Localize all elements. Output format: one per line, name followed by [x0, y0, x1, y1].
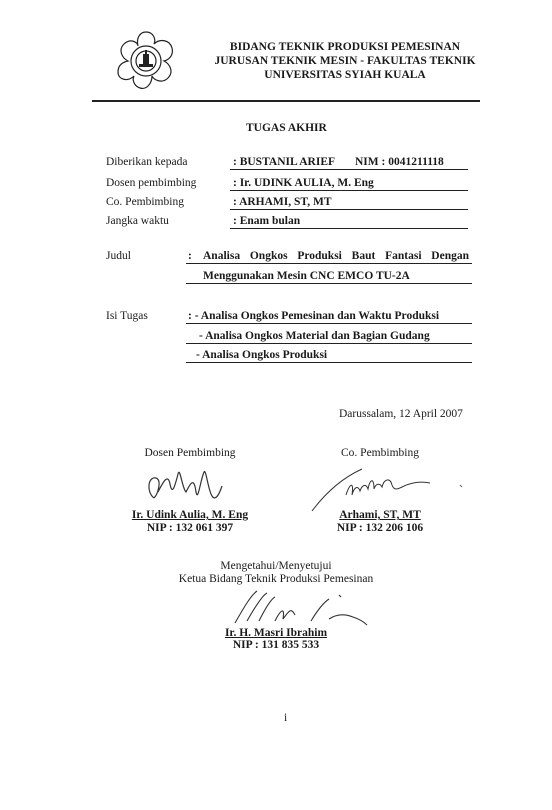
co-nip: NIP : 132 206 106	[336, 522, 424, 534]
judul-line-2: Menggunakan Mesin CNC EMCO TU-2A	[203, 270, 410, 282]
co-signature	[310, 465, 490, 515]
isi-item-2: - Analisa Ongkos Material dan Bagian Gudang	[199, 330, 430, 342]
head-nip: NIP : 131 835 533	[232, 639, 320, 651]
header-divider	[92, 100, 480, 102]
diberikan-label: Diberikan kepada	[106, 156, 188, 168]
co-value: : ARHAMI, ST, MT	[233, 196, 332, 208]
judul-label: Judul	[106, 250, 131, 262]
approve-line-2: Ketua Bidang Teknik Produksi Pemesinan	[178, 573, 374, 585]
isi-item-1: : - Analisa Ongkos Pemesinan dan Waktu Produksi	[188, 310, 440, 322]
head-name: Ir. H. Masri Ibrahim	[224, 627, 328, 639]
header-line-3: UNIVERSITAS SYIAH KUALA	[264, 69, 426, 81]
dosen-signature	[140, 462, 230, 508]
document-title: TUGAS AKHIR	[246, 122, 327, 134]
header-line-1: BIDANG TEKNIK PRODUKSI PEMESINAN	[229, 41, 461, 53]
dosen-name: Ir. Udink Aulia, M. Eng	[131, 509, 249, 521]
isi-label: Isi Tugas	[106, 310, 148, 322]
university-logo	[110, 28, 182, 94]
dosen-value: : Ir. UDINK AULIA, M. Eng	[233, 177, 374, 189]
jangka-underline	[230, 228, 468, 229]
nim-value: NIM : 0041211118	[355, 156, 444, 168]
dosen-label: Dosen pembimbing	[106, 177, 197, 189]
jangka-value: : Enam bulan	[233, 215, 301, 227]
isi-underline-2	[186, 343, 472, 344]
head-signature	[225, 585, 375, 631]
co-underline	[230, 209, 468, 210]
place-date: Darussalam, 12 April 2007	[339, 408, 463, 420]
co-label: Co. Pembimbing	[106, 196, 184, 208]
isi-item-3: - Analisa Ongkos Produksi	[196, 349, 328, 361]
judul-colon: :	[188, 250, 192, 262]
page-number: i	[284, 712, 288, 724]
dosen-underline	[230, 190, 468, 191]
isi-underline-1	[186, 323, 472, 324]
jangka-label: Jangka waktu	[106, 215, 169, 227]
co-pembimbing-title: Co. Pembimbing	[341, 447, 419, 459]
dosen-pembimbing-title: Dosen Pembimbing	[144, 447, 236, 459]
header-line-2: JURUSAN TEKNIK MESIN - FAKULTAS TEKNIK	[214, 55, 476, 67]
dosen-nip: NIP : 132 061 397	[146, 522, 234, 534]
judul-underline-2	[186, 283, 472, 284]
diberikan-underline	[230, 169, 468, 170]
approve-line-1: Mengetahui/Menyetujui	[220, 560, 332, 572]
judul-line-1: Analisa Ongkos Produksi Baut Fantasi Dengan	[203, 250, 469, 262]
isi-underline-3	[186, 362, 472, 363]
co-name: Arhami, ST, MT	[339, 509, 421, 521]
judul-underline-1	[186, 263, 472, 264]
diberikan-value: : BUSTANIL ARIEF	[233, 156, 336, 168]
